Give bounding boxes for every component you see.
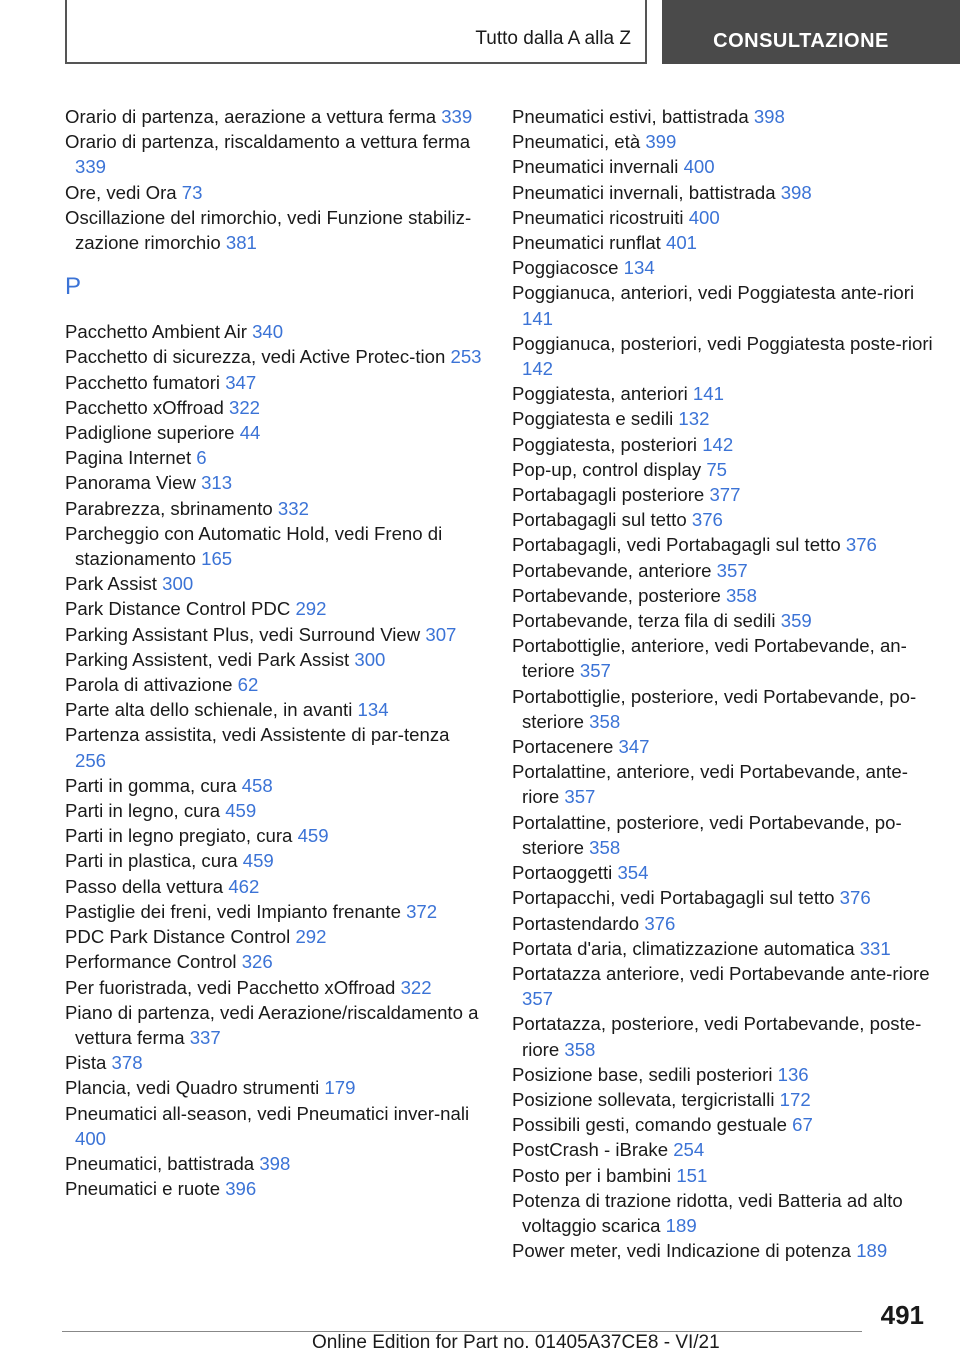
- index-entry: [512, 1087, 942, 1112]
- index-entry-text: Orario di partenza, aerazione a vettura ferma: [65, 106, 442, 127]
- index-entry-page-link[interactable]: 381: [225, 232, 257, 254]
- index-entry-text: Pista: [65, 1052, 112, 1074]
- index-entry-page-link[interactable]: 142: [702, 433, 734, 455]
- index-entry-text: Portabevande, anteriore: [512, 559, 717, 581]
- index-entry-page-link[interactable]: 339: [441, 106, 473, 127]
- index-entry: [65, 319, 485, 344]
- index-entry: [65, 975, 485, 1000]
- index-entry: [512, 1238, 942, 1263]
- index-entry-page-link[interactable]: 347: [618, 736, 650, 758]
- index-entry: [512, 129, 942, 154]
- index-entry-page-link[interactable]: 322: [229, 396, 261, 418]
- index-entry: [65, 1050, 485, 1075]
- index-entry-text: Portabagagli sul tetto: [512, 509, 692, 531]
- index-entry-text: Portabevande, terza fila di sedili: [512, 610, 781, 632]
- index-entry-page-link[interactable]: 376: [845, 534, 877, 556]
- index-entry-page-link[interactable]: 376: [691, 509, 723, 531]
- index-entry-text: Pneumatici runflat: [512, 232, 666, 254]
- index-entry: [512, 381, 942, 406]
- index-entry-text: Posto per i bambini: [512, 1164, 677, 1186]
- index-entry-page-link[interactable]: 253: [450, 346, 482, 368]
- index-entry-page-link[interactable]: 292: [295, 598, 327, 620]
- index-entry: [512, 205, 942, 230]
- index-entry: [65, 496, 485, 521]
- index-entry: [512, 154, 942, 179]
- index-entry-page-link[interactable]: 358: [589, 836, 621, 858]
- index-entry-page-link[interactable]: 300: [354, 648, 386, 670]
- index-entry-text: Pacchetto xOffroad: [65, 396, 229, 418]
- index-entry-text: Performance Control: [65, 951, 242, 973]
- index-entry-page-link[interactable]: 376: [839, 887, 871, 909]
- index-entry: [512, 180, 942, 205]
- index-entry: [65, 848, 485, 873]
- index-entry-text: Partenza assistita, vedi Assistente di par-tenza: [65, 724, 450, 746]
- index-entry-page-link[interactable]: 459: [225, 800, 257, 822]
- index-entry-page-link[interactable]: 307: [425, 623, 457, 645]
- index-entry: [65, 672, 485, 697]
- index-entry-text: Piano di partenza, vedi Aerazione/riscaldamento a vettura ferma: [65, 1001, 479, 1048]
- index-entry-page-link[interactable]: 331: [859, 937, 891, 959]
- index-entry-text: Poggiatesta, anteriori: [512, 383, 693, 405]
- index-entry: [65, 697, 485, 722]
- header-subsection: Tutto dalla A alla Z: [475, 28, 631, 49]
- index-entry-page-link[interactable]: 354: [617, 862, 649, 884]
- index-entry-page-link[interactable]: 151: [676, 1164, 708, 1186]
- index-entry-text: Pop-up, control display: [512, 458, 707, 480]
- index-entry-page-link[interactable]: 357: [522, 988, 554, 1010]
- index-entry-page-link[interactable]: 398: [780, 181, 812, 203]
- index-entry-text: Parti in gomma, cura: [65, 774, 242, 796]
- index-entry-page-link[interactable]: 358: [564, 1038, 596, 1060]
- index-entry: [65, 924, 485, 949]
- index-entry-page-link[interactable]: 357: [579, 660, 611, 682]
- index-entry-text: Pagina Internet: [65, 447, 197, 469]
- index-entry: [512, 911, 942, 936]
- index-entry: [65, 420, 485, 445]
- index-entry-text: Ore, vedi Ora: [65, 181, 182, 203]
- index-entry-page-link[interactable]: 136: [777, 1063, 809, 1085]
- index-column-left: [65, 104, 485, 1201]
- index-entry: [65, 722, 485, 772]
- index-entry-text: Portabottiglie, posteriore, vedi Portabevande, po-steriore: [512, 685, 917, 732]
- index-entry: [65, 370, 485, 395]
- index-entry-page-link[interactable]: 347: [225, 371, 257, 393]
- index-entry-text: Pneumatici estivi, battistrada: [512, 106, 754, 127]
- index-entry-page-link[interactable]: 134: [623, 257, 655, 279]
- index-entry: [512, 280, 942, 330]
- index-entry-page-link[interactable]: 398: [753, 106, 785, 127]
- index-entry: [512, 230, 942, 255]
- index-entry-page-link[interactable]: 313: [201, 472, 233, 494]
- index-entry-page-link[interactable]: 326: [241, 951, 273, 973]
- index-entry: [65, 1075, 485, 1100]
- index-entry-text: Pneumatici invernali, battistrada: [512, 181, 781, 203]
- index-entry-text: Possibili gesti, comando gestuale: [512, 1114, 793, 1136]
- index-entry-text: Parking Assistent, vedi Park Assist: [65, 648, 355, 670]
- index-entry: [65, 798, 485, 823]
- index-entry: [512, 734, 942, 759]
- footer-edition: Online Edition for Part no. 01405A37CE8 - VI/21: [312, 1332, 720, 1353]
- index-entry-page-link[interactable]: 141: [522, 307, 554, 329]
- index-entry-text: PDC Park Distance Control: [65, 926, 296, 948]
- index-entry: [65, 1101, 485, 1151]
- index-entry-page-link[interactable]: 359: [780, 610, 812, 632]
- index-entry-text: PostCrash - iBrake: [512, 1139, 674, 1161]
- index-entry: [512, 608, 942, 633]
- page-number: 491: [880, 1300, 924, 1330]
- index-entry: [512, 1062, 942, 1087]
- index-entry-page-link[interactable]: 332: [277, 497, 309, 519]
- index-entry: [65, 949, 485, 974]
- index-entry-page-link[interactable]: 340: [252, 321, 284, 343]
- index-entry-page-link[interactable]: 6: [196, 447, 207, 469]
- index-entry-text: Parte alta dello schienale, in avanti: [65, 699, 358, 721]
- index-entry: [65, 344, 485, 369]
- index-entry-text: Poggianuca, posteriori, vedi Poggiatesta poste-riori: [512, 332, 933, 354]
- index-entry: [65, 1176, 485, 1201]
- index-entry-text: Portalattine, posteriore, vedi Portabevande, po-steriore: [512, 811, 902, 858]
- index-entry: [65, 205, 485, 255]
- index-entry-page-link[interactable]: 459: [297, 825, 329, 847]
- index-entry: [512, 1112, 942, 1137]
- index-entry: [512, 583, 942, 608]
- index-entry-page-link[interactable]: 458: [241, 774, 273, 796]
- index-entry: [512, 759, 942, 809]
- index-entry: [512, 532, 942, 557]
- index-entry: [512, 885, 942, 910]
- index-entry-text: Orario di partenza, riscaldamento a vettura ferma: [65, 131, 471, 153]
- index-entry-text: Parti in legno, cura: [65, 800, 226, 822]
- index-entry: [512, 507, 942, 532]
- index-entry-page-link[interactable]: 398: [259, 1152, 291, 1174]
- index-entry: [512, 482, 942, 507]
- index-entry: [65, 874, 485, 899]
- index-entry-page-link[interactable]: 400: [75, 1127, 107, 1149]
- index-entry-page-link[interactable]: 337: [189, 1026, 221, 1048]
- index-column-right: [512, 104, 942, 1263]
- index-entry-page-link[interactable]: 141: [692, 383, 724, 405]
- index-entry-page-link[interactable]: 372: [406, 900, 438, 922]
- index-entry: [512, 255, 942, 280]
- index-entry: [512, 633, 942, 683]
- index-entry-text: Portabagagli, vedi Portabagagli sul tetto: [512, 534, 846, 556]
- index-entry-page-link[interactable]: 75: [706, 458, 727, 480]
- index-entry-text: Padiglione superiore: [65, 422, 240, 444]
- index-entry-text: Portatazza, posteriore, vedi Portabevande, poste-riore: [512, 1013, 922, 1060]
- index-entry: [65, 1151, 485, 1176]
- index-entry-text: Poggiacosce: [512, 257, 624, 279]
- index-entry: [512, 961, 942, 1011]
- index-entry: [65, 470, 485, 495]
- index-entry: [512, 104, 942, 129]
- index-entry: [65, 129, 485, 179]
- index-entry-page-link[interactable]: 189: [665, 1214, 697, 1236]
- index-entry-text: Plancia, vedi Quadro strumenti: [65, 1077, 325, 1099]
- index-entry-page-link[interactable]: 396: [225, 1178, 257, 1200]
- index-entry-page-link[interactable]: 357: [716, 559, 748, 581]
- index-entry-text: Potenza di trazione ridotta, vedi Batteria ad alto voltaggio scarica: [512, 1189, 903, 1236]
- index-entry-page-link[interactable]: 376: [644, 912, 676, 934]
- index-entry-text: Posizione base, sedili posteriori: [512, 1063, 778, 1085]
- header-subsection-box: [65, 0, 647, 64]
- index-entry-text: Pacchetto di sicurezza, vedi Active Protec-tion: [65, 346, 451, 368]
- index-entry-text: Portacenere: [512, 736, 619, 758]
- index-entry-page-link[interactable]: 256: [75, 749, 107, 771]
- index-entry-page-link[interactable]: 462: [228, 875, 260, 897]
- index-entry: [65, 571, 485, 596]
- index-entry-text: Portabagagli posteriore: [512, 484, 710, 506]
- index-entry-text: Portastendardo: [512, 912, 645, 934]
- index-entry-page-link[interactable]: 377: [709, 484, 741, 506]
- index-entry-text: Passo della vettura: [65, 875, 229, 897]
- index-entry-text: Poggianuca, anteriori, vedi Poggiatesta ante-riori: [512, 282, 915, 304]
- index-entry-text: Poggiatesta, posteriori: [512, 433, 703, 455]
- index-entry-text: Pneumatici ricostruiti: [512, 206, 689, 228]
- index-entry-text: Park Distance Control PDC: [65, 598, 296, 620]
- index-entry: [65, 395, 485, 420]
- index-entry-page-link[interactable]: 73: [181, 181, 203, 203]
- index-entry-page-link[interactable]: 459: [242, 850, 274, 872]
- index-entry-text: Portalattine, anteriore, vedi Portabevande, ante-riore: [512, 761, 908, 808]
- index-entry-page-link[interactable]: 142: [522, 358, 554, 380]
- index-entry: [512, 1137, 942, 1162]
- index-entry-page-link[interactable]: 172: [779, 1088, 811, 1110]
- index-entry-page-link[interactable]: 292: [295, 926, 327, 948]
- index-entry: [65, 647, 485, 672]
- index-entry: [512, 860, 942, 885]
- index-entry: [512, 331, 942, 381]
- index-entry-text: Pneumatici invernali: [512, 156, 684, 178]
- index-entry-page-link[interactable]: 339: [75, 156, 107, 178]
- index-entry-text: Portatazza anteriore, vedi Portabevande ante-riore: [512, 962, 930, 984]
- index-entry-page-link[interactable]: 134: [357, 699, 389, 721]
- index-entry-page-link[interactable]: 67: [792, 1114, 813, 1136]
- index-entry-page-link[interactable]: 254: [673, 1139, 705, 1161]
- index-entry: [512, 684, 942, 734]
- index-entry-page-link[interactable]: 62: [237, 674, 259, 696]
- index-entry-text: Park Assist: [65, 573, 163, 595]
- index-entry-page-link[interactable]: 358: [725, 584, 757, 606]
- index-entry-text: Parabrezza, sbrinamento: [65, 497, 278, 519]
- index-entry-text: Parti in legno pregiato, cura: [65, 825, 298, 847]
- index-entry-text: Parti in plastica, cura: [65, 850, 243, 872]
- index-entry-text: Pneumatici e ruote: [65, 1178, 226, 1200]
- index-entry-text: Oscillazione del rimorchio, vedi Funzione stabiliz-zazione rimorchio: [65, 206, 472, 254]
- index-entry: [65, 104, 485, 129]
- index-entry-text: Portaoggetti: [512, 862, 618, 884]
- index-entry: [65, 180, 485, 205]
- index-entry-page-link[interactable]: 165: [201, 548, 233, 570]
- index-entry: [512, 1163, 942, 1188]
- index-entry-text: Panorama View: [65, 472, 202, 494]
- index-entry: [65, 773, 485, 798]
- index-entry: [65, 521, 485, 571]
- index-entry-text: Portabevande, posteriore: [512, 584, 726, 606]
- index-entry: [512, 457, 942, 482]
- index-entry: [65, 596, 485, 621]
- index-entry-page-link[interactable]: 357: [564, 786, 596, 808]
- index-entry-page-link[interactable]: 189: [856, 1240, 888, 1262]
- index-entry-text: Power meter, vedi Indicazione di potenza: [512, 1240, 857, 1262]
- index-entry: [512, 936, 942, 961]
- index-entry-page-link[interactable]: 322: [400, 976, 432, 998]
- index-entry-text: Per fuoristrada, vedi Pacchetto xOffroad: [65, 976, 401, 998]
- index-entry-page-link[interactable]: 400: [688, 206, 720, 228]
- index-entry-page-link[interactable]: 401: [666, 232, 698, 254]
- index-entry-text: Parcheggio con Automatic Hold, vedi Freno di stazionamento: [65, 522, 443, 570]
- index-entry-text: Pneumatici, battistrada: [65, 1152, 260, 1174]
- index-entry-text: Pacchetto Ambient Air: [65, 321, 253, 343]
- index-entry-text: Portapacchi, vedi Portabagagli sul tetto: [512, 887, 840, 909]
- index-entry-text: Portabottiglie, anteriore, vedi Portabevande, an-teriore: [512, 635, 907, 682]
- header-section: CONSULTAZIONE: [713, 30, 889, 52]
- index-entry-text: Pneumatici all-season, vedi Pneumatici inver-nali: [65, 1102, 470, 1124]
- index-entry-text: Poggiatesta e sedili: [512, 408, 679, 430]
- index-entry: [65, 445, 485, 470]
- index-entry-page-link[interactable]: 179: [324, 1077, 356, 1099]
- index-entry: [65, 899, 485, 924]
- index-entry: [65, 823, 485, 848]
- index-entry-text: Posizione sollevata, tergicristalli: [512, 1088, 780, 1110]
- index-entry-page-link[interactable]: 378: [111, 1052, 143, 1074]
- index-entry-text: Pacchetto fumatori: [65, 371, 226, 393]
- index-entry-text: Parking Assistant Plus, vedi Surround View: [65, 623, 426, 645]
- index-entry: [512, 1011, 942, 1061]
- index-entry: [512, 406, 942, 431]
- index-entry-page-link[interactable]: 358: [589, 710, 621, 732]
- index-entry: [65, 622, 485, 647]
- index-entry-page-link[interactable]: 44: [239, 422, 261, 444]
- index-entry-text: Pastiglie dei freni, vedi Impianto frenante: [65, 900, 407, 922]
- index-entry-page-link[interactable]: 300: [162, 573, 194, 595]
- header-section-tab: [662, 0, 960, 64]
- index-entry-text: Parola di attivazione: [65, 674, 238, 696]
- index-entry-page-link[interactable]: 400: [683, 156, 715, 178]
- index-entry: [65, 1000, 485, 1050]
- index-entry-text: Portata d'aria, climatizzazione automatica: [512, 937, 860, 959]
- index-entry: [512, 558, 942, 583]
- index-entry-page-link[interactable]: 132: [678, 408, 710, 430]
- letter-heading: P: [65, 273, 82, 301]
- index-entry: [512, 432, 942, 457]
- index-entry: [512, 1188, 942, 1238]
- index-entry-page-link[interactable]: 399: [645, 131, 677, 153]
- index-entry-text: Pneumatici, età: [512, 131, 646, 153]
- index-entry: [512, 810, 942, 860]
